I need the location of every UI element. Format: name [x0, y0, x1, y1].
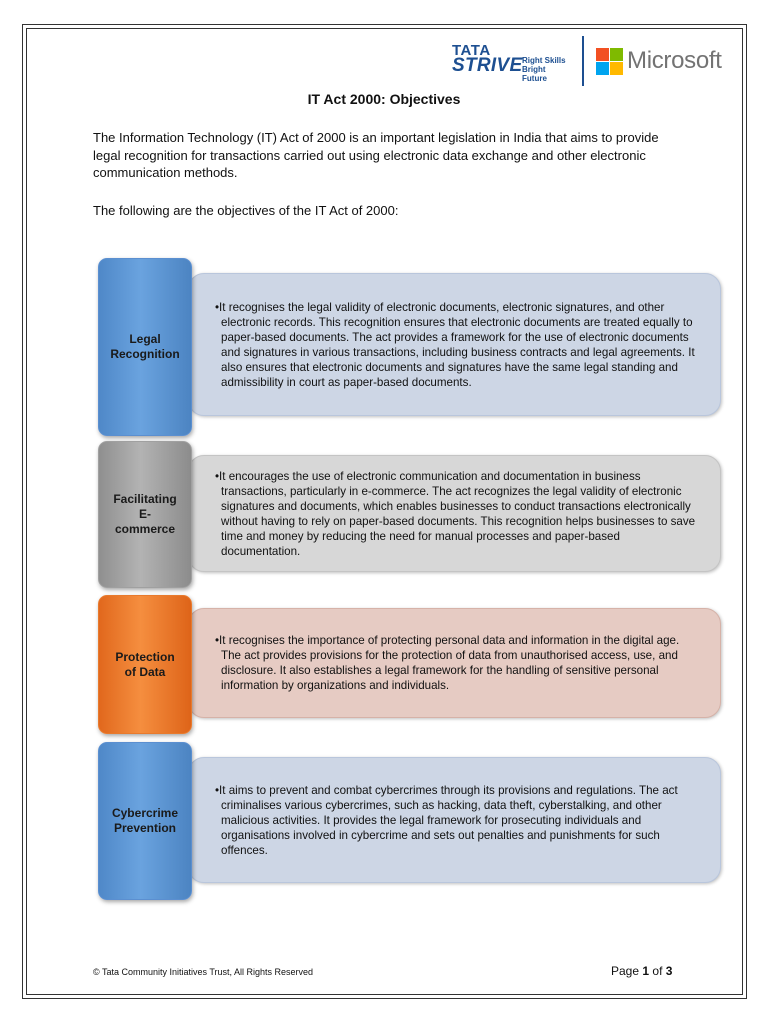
objective-row-legal-recognition	[96, 258, 721, 434]
page-total: 3	[665, 964, 673, 978]
objective-row-cybercrime	[96, 742, 721, 898]
footer-copyright: © Tata Community Initiatives Trust, All Rights Reserved	[93, 967, 314, 977]
objective-row-data-protection	[96, 595, 721, 732]
objective-label-box	[98, 742, 192, 900]
tata-wordmark: TATA	[452, 42, 491, 59]
objective-text-panel	[188, 757, 721, 883]
objective-row-ecommerce	[96, 441, 721, 586]
objective-label: Legal Recognition	[110, 332, 180, 361]
microsoft-windows-icon	[596, 48, 623, 75]
logo-divider	[582, 36, 584, 86]
objective-label-box	[98, 258, 192, 436]
page-number: Page 1 of 3	[611, 964, 673, 978]
tata-strive-logo	[452, 42, 572, 83]
objective-text: •It recognises the importance of protecting personal data and information in the digital age. The act provides provisions for the protection of data from unauthorised access, use, and disclosure. It also establishes a legal framework for the handling of sensitive personal information by organizations and individuals.	[215, 634, 680, 692]
objective-text-panel	[188, 273, 721, 416]
objective-label-box	[98, 441, 192, 588]
strive-tagline: Right Skills Bright Future	[522, 56, 566, 83]
objective-label: Facilitating E-commerce	[113, 492, 177, 536]
microsoft-logo	[596, 48, 731, 76]
strive-wordmark: STRIVE	[452, 55, 523, 76]
objective-label: Cybercrime Prevention	[111, 806, 179, 835]
objective-text: •It encourages the use of electronic communication and documentation in business transactions, particularly in e-commerce. The act recognizes the legal validity of electronic signatures and documents, which enables businesses to conduct transactions electronically without having to rely on paper-based documents. This recognition helps businesses to save time and money by reducing the need for manual processes and paper-based documentation.	[215, 469, 696, 558]
lead-paragraph: The following are the objectives of the IT Act of 2000:	[93, 203, 399, 218]
objective-text: •It recognises the legal validity of electronic documents, electronic signatures, and other electronic records. This recognition ensures that electronic documents are treated equally to paper-based documents. The act provides a framework for the use of electronic documents and signatures in various transactions, including business contracts and legal agreements. It also ensures that electronic documents and signatures have the same legal standing and admissibility in court as paper-based documents.	[215, 300, 695, 389]
objective-text-panel	[188, 455, 721, 572]
objective-text: •It aims to prevent and combat cybercrimes through its provisions and regulations. The act criminalises various cybercrimes, such as hacking, data theft, cyberstalking, and other malicious activities. It provides the legal framework for prosecuting individuals and organisations involved in cybercrime and sets out penalties and punishments for such offences.	[215, 783, 678, 857]
objective-label-box	[98, 595, 192, 734]
microsoft-wordmark: Microsoft	[627, 47, 722, 74]
page-title: IT Act 2000: Objectives	[307, 91, 461, 107]
page-current: 1	[642, 964, 650, 978]
intro-paragraph: The Information Technology (IT) Act of 2000 is an important legislation in India that aims to provide legal recognition for transactions carried out using electronic data exchange and other electronic communication methods.	[93, 130, 659, 180]
objective-text-panel	[188, 608, 721, 718]
objective-label: Protection of Data	[115, 649, 175, 679]
